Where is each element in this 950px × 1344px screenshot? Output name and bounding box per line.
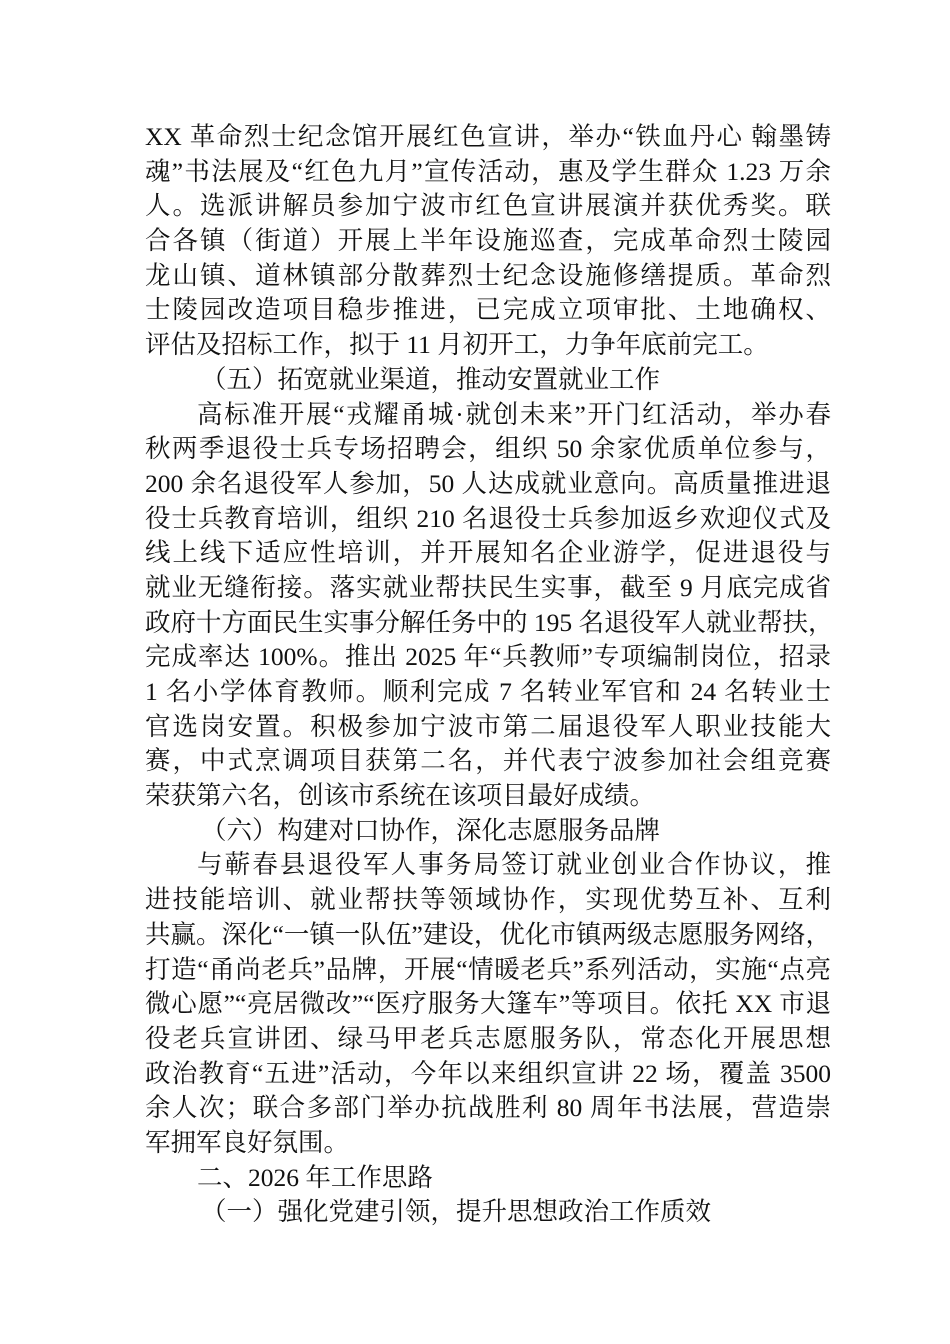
text-line: 军拥军良好氛围。 (145, 1127, 350, 1157)
text-line: （五）拓宽就业渠道，推动安置就业工作 (201, 364, 661, 394)
text-line: 人。选派讲解员参加宁波市红色宣讲展演并获优秀奖。联 (145, 191, 831, 221)
subsection-heading (145, 363, 831, 398)
text-line: （六）构建对口协作，深化志愿服务品牌 (201, 815, 661, 845)
text-line: XX 革命烈士纪念馆开展红色宣讲，举办“铁血丹心 翰墨铸 (145, 122, 831, 151)
paragraph (145, 398, 834, 814)
text-line: 官选岗安置。积极参加宁波市第二届退役军人职业技能大 (145, 711, 831, 741)
document-page (145, 120, 834, 1230)
text-line: 龙山镇、道林镇部分散葬烈士纪念设施修缮提质。革命烈 (145, 260, 831, 290)
text-line: 1 名小学体育教师。顺利完成 7 名转业军官和 24 名转业士 (145, 677, 831, 706)
text-line: 荣获第六名，创该市系统在该项目最好成绩。 (145, 781, 656, 811)
text-line: 进技能培训、就业帮扶等领域协作，实现优势互补、互利 (145, 885, 831, 915)
text-line: 余人次；联合多部门举办抗战胜利 80 周年书法展，营造崇 (145, 1093, 831, 1123)
text-line: （一）强化党建引领，提升思想政治工作质效 (201, 1197, 712, 1227)
text-line: 赛，中式烹调项目获第二名，并代表宁波参加社会组竞赛 (145, 746, 831, 776)
text-line: 魂”书法展及“红色九月”宣传活动，惠及学生群众 1.23 万余 (145, 156, 831, 186)
paragraph (145, 848, 831, 1160)
section-heading (145, 1161, 831, 1196)
text-line: 役老兵宣讲团、绿马甲老兵志愿服务队，常态化开展思想 (145, 1023, 831, 1053)
text-line: 二、2026 年工作思路 (197, 1162, 433, 1192)
paragraph (145, 120, 831, 363)
text-line: 打造“甬尚老兵”品牌，开展“情暖老兵”系列活动，实施“点亮 (145, 954, 831, 984)
text-line: 与蕲春县退役军人事务局签订就业创业合作协议，推 (197, 850, 831, 880)
text-line: 役士兵教育培训，组织 210 名退役士兵参加返乡欢迎仪式及 (145, 503, 831, 533)
text-line: 秋两季退役士兵专场招聘会，组织 50 余家优质单位参与， (145, 434, 831, 464)
subsection-heading (145, 1195, 831, 1230)
text-line: 政府十方面民生实事分解任务中的 195 名退役军人就业帮扶， (145, 607, 834, 637)
text-line: 政治教育“五进”活动，今年以来组织宣讲 22 场，覆盖 3500 (145, 1058, 831, 1088)
text-line: 士陵园改造项目稳步推进，已完成立项审批、土地确权、 (145, 295, 831, 325)
text-line: 高标准开展“戎耀甬城·就创未来”开门红活动，举办春 (197, 399, 831, 429)
subsection-heading (145, 814, 831, 849)
text-line: 完成率达 100%。推出 2025 年“兵教师”专项编制岗位，招录 (145, 642, 831, 672)
text-line: 合各镇（街道）开展上半年设施巡查，完成革命烈士陵园 (145, 226, 831, 256)
text-line: 就业无缝衔接。落实就业帮扶民生实事，截至 9 月底完成省 (145, 572, 831, 602)
text-line: 200 余名退役军人参加，50 人达成就业意向。高质量推进退 (145, 468, 831, 498)
text-line: 评估及招标工作，拟于 11 月初开工，力争年底前完工。 (145, 330, 769, 360)
text-line: 线上线下适应性培训，并开展知名企业游学，促进退役与 (145, 538, 831, 568)
text-line: 共赢。深化“一镇一队伍”建设，优化市镇两级志愿服务网络， (145, 919, 831, 949)
text-line: 微心愿”“亮居微改”“医疗服务大篷车”等项目。依托 XX 市退 (145, 989, 831, 1019)
